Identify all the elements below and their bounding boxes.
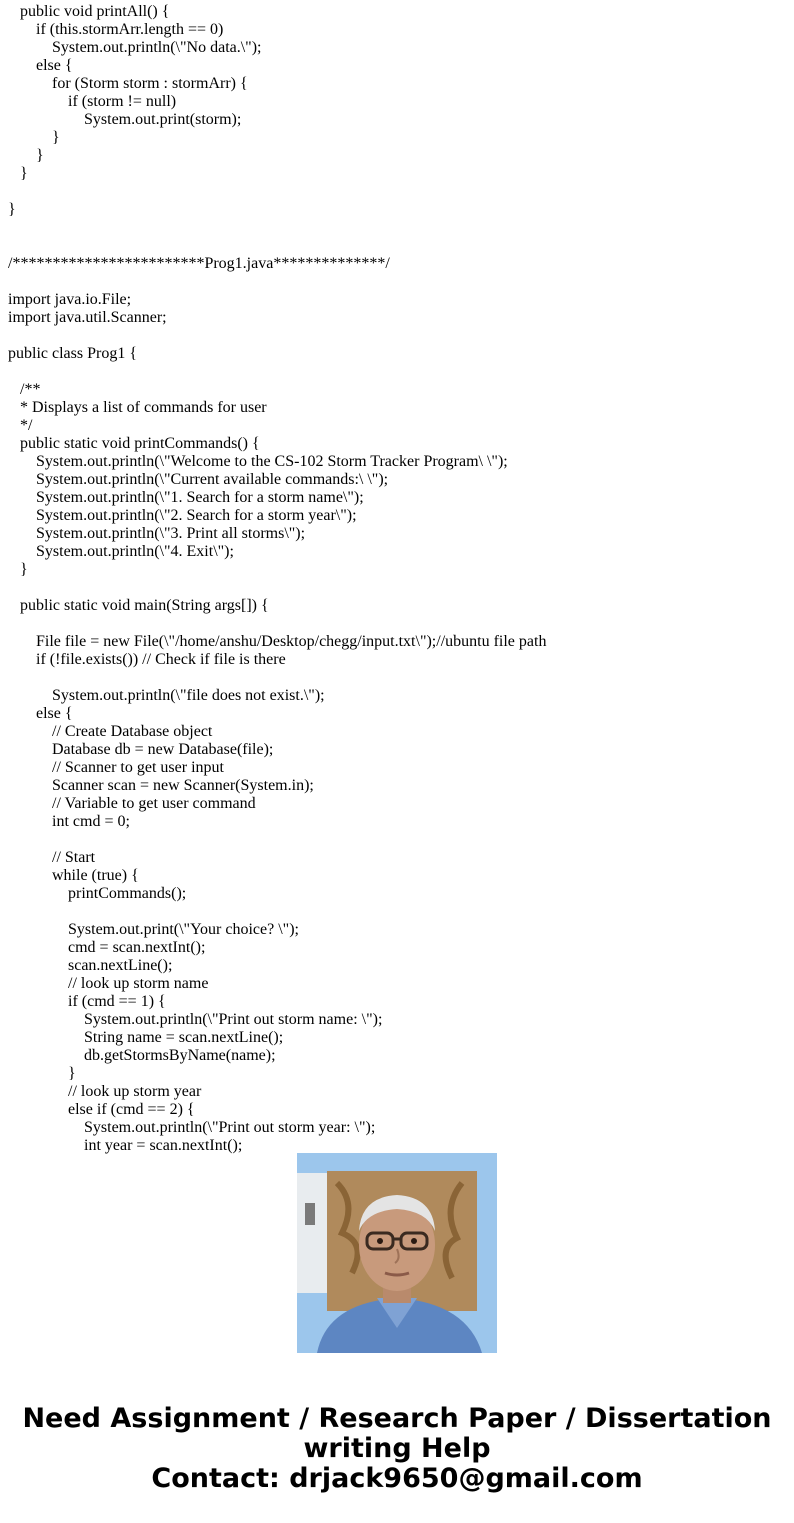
code-line xyxy=(8,903,788,921)
code-line xyxy=(8,831,788,849)
code-line: Database db = new Database(file); xyxy=(8,741,274,758)
code-line: for (Storm storm : stormArr) { xyxy=(8,75,248,92)
code-line xyxy=(8,237,788,255)
promo-contact: Contact: drjack9650@gmail.com xyxy=(151,1463,643,1494)
code-line: int year = scan.nextInt(); xyxy=(8,1137,243,1154)
code-line: System.out.print(storm); xyxy=(8,111,242,128)
code-listing xyxy=(8,3,788,1154)
code-line: public void printAll() { xyxy=(8,3,170,20)
code-line: if (!file.exists()) // Check if file is there xyxy=(8,651,286,668)
code-line: import java.util.Scanner; xyxy=(8,309,167,326)
code-line: System.out.println(\"3. Print all storms\"); xyxy=(8,525,306,542)
code-line: scan.nextLine(); xyxy=(8,957,173,974)
code-line: System.out.println(\"Print out storm year: \"); xyxy=(8,1119,376,1136)
promo-line-2: writing Help xyxy=(303,1433,491,1464)
code-line: System.out.println(\"No data.\"); xyxy=(8,39,262,56)
code-line: // Scanner to get user input xyxy=(8,759,224,776)
code-line: /** xyxy=(8,381,41,398)
promo-line-1: Need Assignment / Research Paper / Dissertation xyxy=(22,1403,772,1434)
code-line: String name = scan.nextLine(); xyxy=(8,1029,284,1046)
promo-banner xyxy=(0,1404,794,1494)
code-line: System.out.println(\"file does not exist.\"); xyxy=(8,687,325,704)
code-line: } xyxy=(8,129,60,146)
code-line xyxy=(8,615,788,633)
code-line: } xyxy=(8,201,16,218)
code-line xyxy=(8,669,788,687)
code-line: // Variable to get user command xyxy=(8,795,256,812)
code-line: else if (cmd == 2) { xyxy=(8,1101,195,1118)
code-line: // Start xyxy=(8,849,96,866)
code-line: System.out.print(\"Your choice? \"); xyxy=(8,921,299,938)
code-line: // look up storm year xyxy=(8,1083,202,1100)
code-line: while (true) { xyxy=(8,867,139,884)
code-line: if (cmd == 1) { xyxy=(8,993,166,1010)
code-line xyxy=(8,363,788,381)
code-line: public class Prog1 { xyxy=(8,345,137,362)
code-line: if (this.stormArr.length == 0) xyxy=(8,21,224,38)
code-line: } xyxy=(8,1065,76,1082)
code-line: // look up storm name xyxy=(8,975,209,992)
author-photo xyxy=(297,1153,497,1353)
code-line xyxy=(8,183,788,201)
code-line xyxy=(8,273,788,291)
code-line: printCommands(); xyxy=(8,885,187,902)
code-line: System.out.println(\"Current available commands:\ \"); xyxy=(8,471,389,488)
code-line xyxy=(8,579,788,597)
code-line xyxy=(8,327,788,345)
code-line: else { xyxy=(8,57,73,74)
code-line: } xyxy=(8,147,44,164)
photo-switch xyxy=(305,1203,315,1225)
code-line: cmd = scan.nextInt(); xyxy=(8,939,206,956)
code-line: public static void printCommands() { xyxy=(8,435,260,452)
code-line xyxy=(8,219,788,237)
code-line: /************************Prog1.java**************/ xyxy=(8,255,390,272)
code-line: else { xyxy=(8,705,73,722)
code-line: if (storm != null) xyxy=(8,93,177,110)
code-line: */ xyxy=(8,417,33,434)
code-line: import java.io.File; xyxy=(8,291,132,308)
code-line: db.getStormsByName(name); xyxy=(8,1047,276,1064)
code-line: System.out.println(\"Welcome to the CS-102 Storm Tracker Program\ \"); xyxy=(8,453,508,470)
code-line: System.out.println(\"2. Search for a storm year\"); xyxy=(8,507,357,524)
code-line: System.out.println(\"4. Exit\"); xyxy=(8,543,234,560)
code-line: } xyxy=(8,165,28,182)
code-line: File file = new File(\"/home/anshu/Desktop/chegg/input.txt\");//ubuntu file path xyxy=(8,633,547,650)
code-line: } xyxy=(8,561,28,578)
avatar xyxy=(297,1153,497,1353)
code-line: * Displays a list of commands for user xyxy=(8,399,267,416)
code-line: // Create Database object xyxy=(8,723,213,740)
code-line: int cmd = 0; xyxy=(8,813,130,830)
code-line: public static void main(String args[]) { xyxy=(8,597,269,614)
code-line: System.out.println(\"Print out storm name: \"); xyxy=(8,1011,383,1028)
code-line: System.out.println(\"1. Search for a storm name\"); xyxy=(8,489,364,506)
code-line: Scanner scan = new Scanner(System.in); xyxy=(8,777,314,794)
